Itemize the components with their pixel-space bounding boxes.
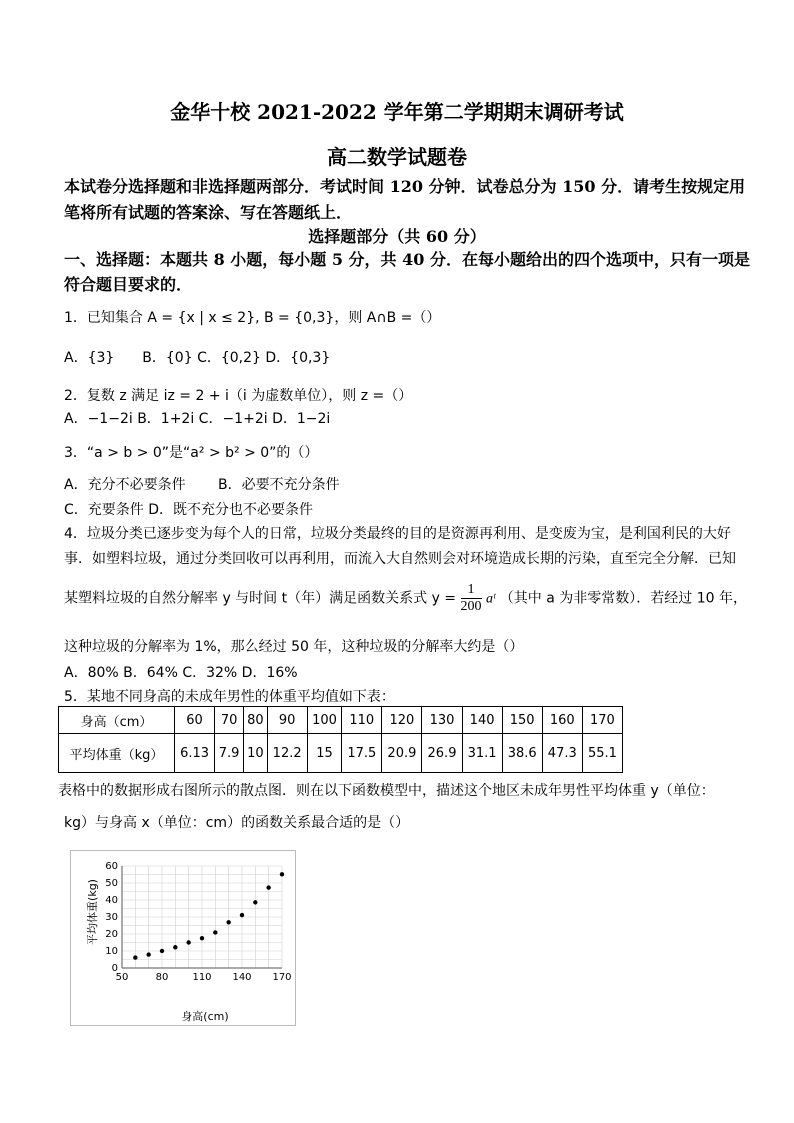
table-cell: 130 — [422, 707, 462, 734]
x-tick-label: 170 — [272, 972, 292, 983]
data-point — [146, 952, 150, 956]
data-point — [186, 940, 190, 944]
table-cell: 110 — [342, 707, 382, 734]
chart-frame — [71, 851, 296, 1026]
fraction-denominator: 200 — [460, 599, 482, 614]
q4-fraction — [461, 582, 482, 615]
table-cell: 20.9 — [382, 734, 422, 773]
data-point — [160, 949, 164, 953]
q5-after-line-2: kg）与身高 x（单位：cm）的函数关系最合适的是（） — [64, 815, 410, 831]
part1-instruction-1: 一、选择题：本题共 8 小题，每小题 5 分，共 40 分．在每小题给出的四个选项中，只有一项是 — [64, 250, 750, 269]
y-tick-label: 60 — [105, 861, 118, 872]
data-point — [226, 920, 230, 924]
table-header-weight: 平均体重（kg） — [59, 734, 175, 773]
exam-title: 金华十校 2021-2022 学年第二学期期末调研考试 — [170, 100, 624, 124]
q3-stem: 3．“a > b > 0”是“a² > b² > 0”的（） — [64, 445, 319, 461]
table-cell: 80 — [244, 707, 267, 734]
q3-options-1: A．充分不必要条件 B．必要不充分条件 — [64, 477, 340, 493]
q5-after-line-1: 表格中的数据形成右图所示的散点图．则在以下函数模型中，描述这个地区未成年男性平均体重 y（单位： — [58, 783, 715, 799]
height-weight-table — [58, 706, 623, 773]
y-axis-label: 平均体重(kg) — [86, 879, 99, 945]
data-point — [280, 872, 284, 876]
x-tick-label: 110 — [192, 972, 212, 983]
part1-instruction-2: 符合题目要求的． — [64, 275, 193, 294]
data-point — [266, 885, 270, 889]
q1-stem: 1．已知集合 A = {x | x ≤ 2}, B = {0,3}，则 A∩B =（） — [64, 310, 441, 326]
x-tick-label: 140 — [232, 972, 252, 983]
q4-line-4: 这种垃圾的分解率为 1%，那么经过 50 年，这种垃圾的分解率大约是（） — [64, 639, 524, 655]
table-cell: 90 — [267, 707, 307, 734]
table-cell: 26.9 — [422, 734, 462, 773]
section-heading: 选择题部分（共 60 分） — [308, 227, 486, 246]
table-header-height: 身高（cm） — [59, 707, 175, 734]
table-cell: 150 — [502, 707, 542, 734]
y-tick-label: 20 — [105, 929, 118, 940]
table-cell: 120 — [382, 707, 422, 734]
q4-power: aᵗ — [485, 591, 496, 607]
q4-line-1: 4．垃圾分类已逐步变为每个人的日常，垃圾分类最终的目的是资源再利用、是变废为宝，是利国利民的大好 — [64, 526, 731, 542]
fraction-numerator: 1 — [461, 582, 482, 599]
q5-stem: 5．某地不同身高的未成年男性的体重平均值如下表： — [64, 689, 395, 705]
table-cell: 10 — [244, 734, 267, 773]
q4-line-3-pre: 某塑料垃圾的自然分解率 y 与时间 t（年）满足函数关系式 y = — [64, 590, 457, 607]
table-row-height — [59, 707, 623, 734]
table-cell: 38.6 — [502, 734, 542, 773]
y-tick-label: 30 — [105, 912, 118, 923]
table-cell: 17.5 — [342, 734, 382, 773]
table-cell: 7.9 — [215, 734, 244, 773]
data-point — [213, 930, 217, 934]
table-cell: 12.2 — [267, 734, 307, 773]
y-tick-label: 10 — [105, 946, 118, 957]
x-tick-label: 80 — [155, 972, 169, 983]
table-row-weight — [59, 734, 623, 773]
q2-stem: 2．复数 z 满足 iz = 2 + i（i 为虚数单位），则 z =（） — [64, 388, 413, 404]
data-point — [173, 945, 177, 949]
table-cell: 170 — [582, 707, 622, 734]
q2-options: A．−1−2i B．1+2i C．−1+2i D．1−2i — [64, 411, 331, 427]
x-axis-label: 身高(cm) — [181, 1010, 229, 1023]
scatter-plot — [70, 850, 296, 1026]
table-cell: 6.13 — [175, 734, 215, 773]
table-cell: 70 — [215, 707, 244, 734]
q4-line-2: 事．如塑料垃圾，通过分类回收可以再利用，而流入大自然则会对环境造成长期的污染，直至完全分解．已知 — [64, 551, 736, 567]
table-cell: 15 — [307, 734, 342, 773]
data-point — [240, 913, 244, 917]
q4-line-3 — [64, 582, 747, 615]
table-cell: 31.1 — [462, 734, 502, 773]
data-point — [253, 900, 257, 904]
y-tick-label: 50 — [105, 878, 118, 889]
q1-options: A．{3} B．{0} C．{0,2} D．{0,3} — [64, 350, 331, 366]
table-cell: 55.1 — [582, 734, 622, 773]
q3-options-2: C．充要条件 D．既不充分也不必要条件 — [64, 502, 314, 518]
table-cell: 60 — [175, 707, 215, 734]
y-tick-label: 40 — [105, 895, 118, 906]
intro-line-2: 笔将所有试题的答案涂、写在答题纸上． — [64, 203, 353, 222]
intro-line-1: 本试卷分选择题和非选择题两部分．考试时间 120 分钟．试卷总分为 150 分．请考生按规定用 — [64, 177, 746, 196]
x-tick-label: 50 — [115, 972, 129, 983]
exam-subtitle: 高二数学试题卷 — [327, 145, 467, 169]
q4-line-3-post: （其中 a 为非零常数）．若经过 10 年， — [499, 590, 747, 607]
table-cell: 140 — [462, 707, 502, 734]
table-cell: 160 — [542, 707, 582, 734]
q4-options: A．80% B．64% C．32% D．16% — [64, 665, 298, 681]
data-point — [200, 936, 204, 940]
y-tick-label: 0 — [111, 963, 118, 974]
data-point — [133, 955, 137, 959]
table-cell: 47.3 — [542, 734, 582, 773]
table-cell: 100 — [307, 707, 342, 734]
